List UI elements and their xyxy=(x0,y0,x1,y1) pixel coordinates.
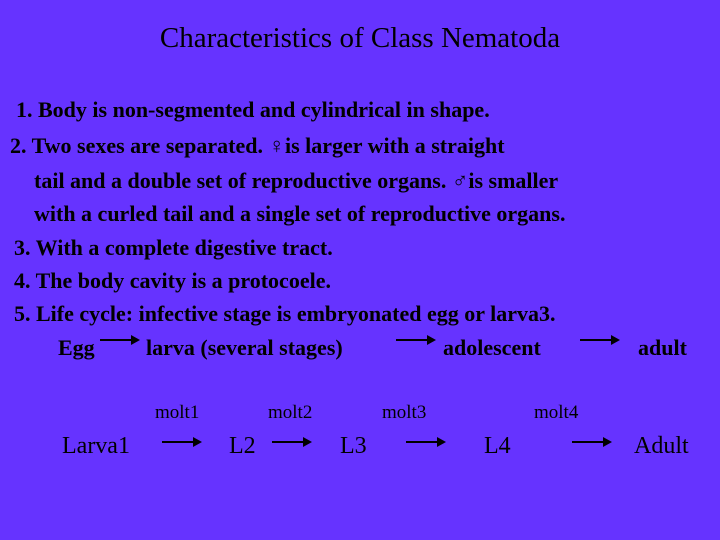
point-5: 5. Life cycle: infective stage is embryonated egg or larva3. xyxy=(14,301,556,326)
stage-l2: L2 xyxy=(229,433,256,459)
right-arrow-icon xyxy=(396,334,436,346)
point-2-line-3: with a curled tail and a single set of reproductive organs. xyxy=(34,201,566,226)
right-arrow-icon xyxy=(162,436,202,448)
cycle-egg: Egg xyxy=(58,335,95,360)
molt-label-2: molt2 xyxy=(268,402,313,423)
point-2b-suffix: is smaller xyxy=(468,168,559,193)
point-2b-prefix: tail and a double set of reproductive organs. xyxy=(34,168,452,193)
stage-larva1: Larva1 xyxy=(62,433,130,459)
male-symbol-icon: ♂ xyxy=(451,168,469,193)
right-arrow-icon xyxy=(580,334,620,346)
cycle-adult: adult xyxy=(638,335,687,360)
point-2-line-1 xyxy=(10,133,505,159)
point-2-prefix: 2. Two sexes are separated. xyxy=(10,133,269,158)
point-2-line-2 xyxy=(34,168,558,194)
slide-title: Characteristics of Class Nematoda xyxy=(159,22,561,54)
stage-l3: L3 xyxy=(340,433,367,459)
right-arrow-icon xyxy=(572,436,612,448)
point-4: 4. The body cavity is a protocoele. xyxy=(14,268,331,293)
point-2-suffix: is larger with a straight xyxy=(284,133,505,158)
point-3: 3. With a complete digestive tract. xyxy=(14,235,333,260)
molt-label-4: molt4 xyxy=(534,402,579,423)
cycle-larva: larva (several stages) xyxy=(146,335,343,360)
point-1: 1. Body is non-segmented and cylindrical in shape. xyxy=(16,97,490,122)
stage-l4: L4 xyxy=(484,433,511,459)
female-symbol-icon: ♀ xyxy=(268,133,285,158)
right-arrow-icon xyxy=(406,436,446,448)
stage-adult: Adult xyxy=(634,433,689,459)
right-arrow-icon xyxy=(100,334,140,346)
molt-label-1: molt1 xyxy=(155,402,200,423)
right-arrow-icon xyxy=(272,436,312,448)
cycle-adolescent: adolescent xyxy=(443,335,541,360)
molt-label-3: molt3 xyxy=(382,402,427,423)
